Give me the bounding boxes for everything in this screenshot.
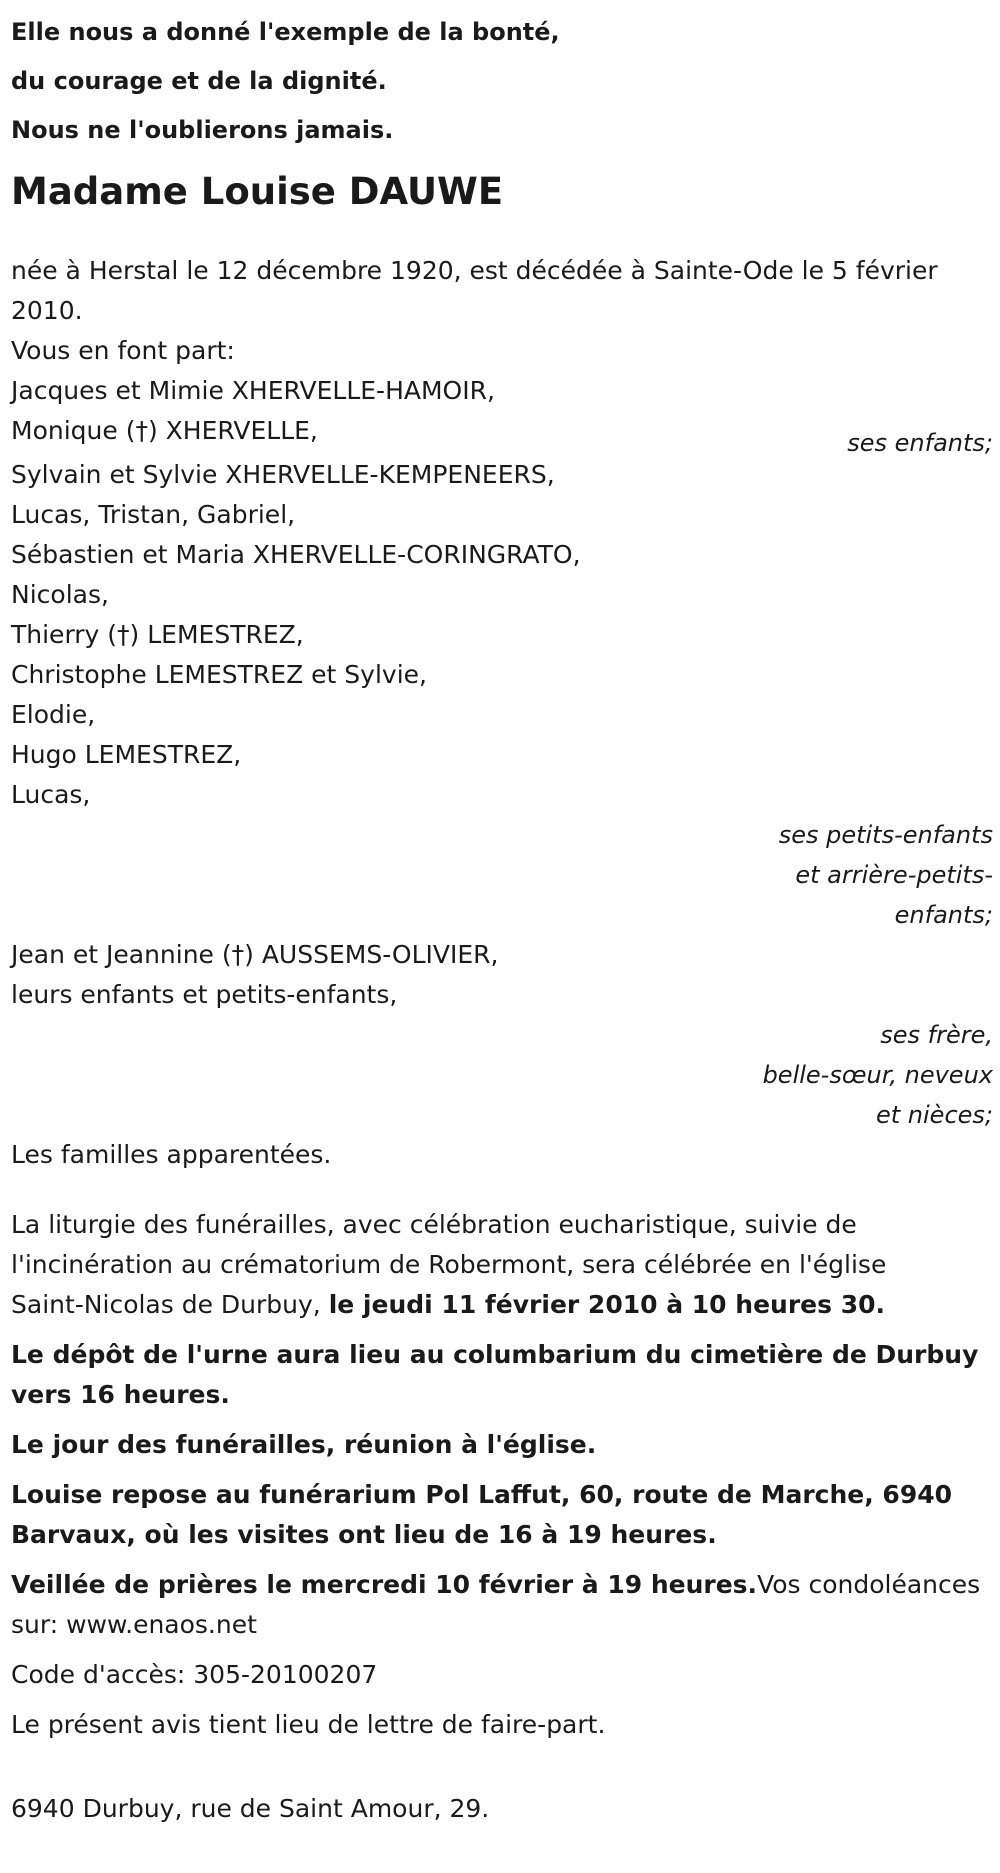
obituary-notice <box>11 0 995 1829</box>
group-grandchildren <box>11 455 995 815</box>
role-line: belle-sœur, neveux <box>762 1061 993 1089</box>
role-line: enfants; <box>894 901 993 929</box>
related-families: Les familles apparentées. <box>11 1140 332 1169</box>
notice-text: Le présent avis tient lieu de lettre de faire-part. <box>11 1710 606 1739</box>
list-item: Hugo LEMESTREZ, <box>11 740 242 769</box>
liturgy-date: le jeudi 11 février 2010 à 10 heures 30. <box>328 1290 885 1319</box>
deceased-name: Madame Louise DAUWE <box>11 170 504 213</box>
vigil-paragraph <box>11 1565 995 1645</box>
list-item: Thierry (†) LEMESTREZ, <box>11 620 304 649</box>
liturgy-location: Saint-Nicolas de Durbuy, <box>11 1290 329 1319</box>
list-item: Monique (†) XHERVELLE, <box>11 416 318 445</box>
condolences-text: Vos condoléances <box>757 1570 981 1599</box>
list-item: Elodie, <box>11 700 96 729</box>
role-line: ses petits-enfants <box>778 821 993 849</box>
list-item: Sylvain et Sylvie XHERVELLE-KEMPENEERS, <box>11 460 555 489</box>
rest-paragraph <box>11 1475 995 1555</box>
meeting-paragraph: Le jour des funérailles, réunion à l'église. <box>11 1430 597 1459</box>
access-code: Code d'accès: 305-20100207 <box>11 1660 378 1689</box>
urn-line-1: Le dépôt de l'urne aura lieu au columbarium du cimetière de Durbuy <box>11 1340 979 1369</box>
role-line: et arrière-petits- <box>795 861 993 889</box>
role-line: ses frère, <box>880 1021 993 1049</box>
group-siblings <box>11 935 995 1015</box>
list-item: Nicolas, <box>11 580 109 609</box>
liturgy-line-2: l'incinération au crématorium de Robermont, sera célébrée en l'église <box>11 1250 887 1279</box>
announce-label: Vous en font part: <box>11 336 235 365</box>
birth-line-1: née à Herstal le 12 décembre 1920, est décédée à Sainte-Ode le 5 février <box>11 256 938 285</box>
motto <box>11 8 995 155</box>
list-item: Jacques et Mimie XHERVELLE-HAMOIR, <box>11 376 495 405</box>
liturgy-line-1: La liturgie des funérailles, avec célébration eucharistique, suivie de <box>11 1210 857 1239</box>
list-item: Lucas, Tristan, Gabriel, <box>11 500 296 529</box>
motto-line-1: Elle nous a donné l'exemple de la bonté, <box>11 18 560 46</box>
vigil-text: Veillée de prières le mercredi 10 février à 19 heures. <box>11 1570 758 1599</box>
liturgy-line-3 <box>11 1285 995 1325</box>
list-item: Sébastien et Maria XHERVELLE-CORINGRATO, <box>11 540 581 569</box>
motto-line-2: du courage et de la dignité. <box>11 67 387 95</box>
list-item: Christophe LEMESTREZ et Sylvie, <box>11 660 427 689</box>
birth-death-statement <box>11 251 995 331</box>
rest-line-2: Barvaux, où les visites ont lieu de 16 à 19 heures. <box>11 1520 717 1549</box>
motto-line-3: Nous ne l'oublierons jamais. <box>11 116 394 144</box>
list-item: leurs enfants et petits-enfants, <box>11 980 398 1009</box>
role-siblings <box>11 1015 995 1135</box>
role-line: ses enfants; <box>847 429 993 457</box>
list-item: Jean et Jeannine (†) AUSSEMS-OLIVIER, <box>11 940 499 969</box>
liturgy-paragraph <box>11 1205 995 1325</box>
urn-line-2: vers 16 heures. <box>11 1380 230 1409</box>
vigil-line-1 <box>11 1565 995 1605</box>
role-grandchildren <box>11 815 995 935</box>
rest-line-1: Louise repose au funérarium Pol Laffut, 60, route de Marche, 6940 <box>11 1480 953 1509</box>
birth-line-2: 2010. <box>11 296 83 325</box>
role-line: et nièces; <box>876 1101 993 1129</box>
family-address: 6940 Durbuy, rue de Saint Amour, 29. <box>11 1794 490 1823</box>
urn-paragraph <box>11 1335 995 1415</box>
list-item: Lucas, <box>11 780 91 809</box>
condolences-site: sur: www.enaos.net <box>11 1610 257 1639</box>
